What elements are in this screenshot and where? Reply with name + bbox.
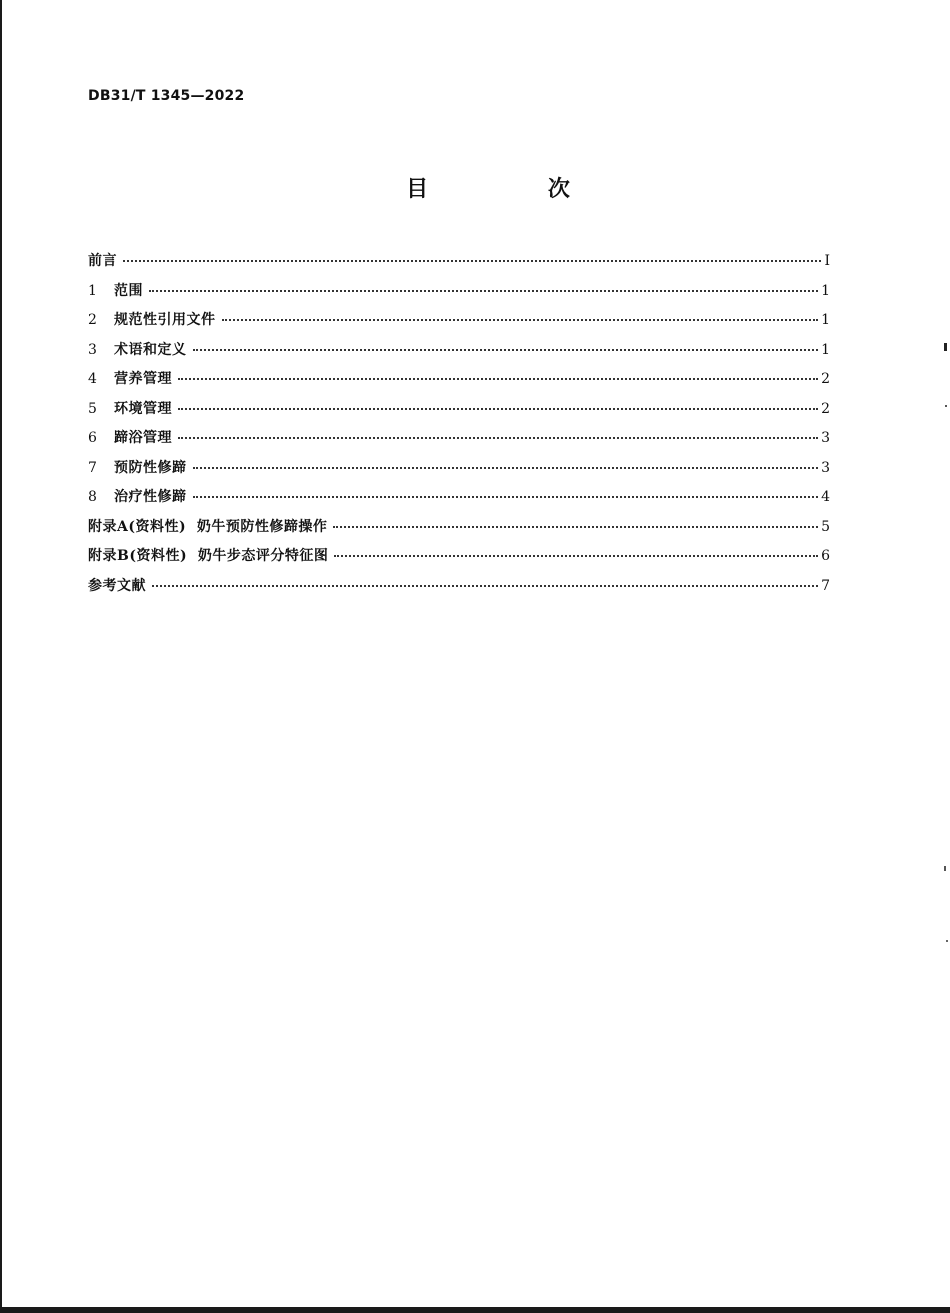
toc-leader-dots bbox=[178, 437, 818, 439]
toc-entry-label: 治疗性修蹄 bbox=[114, 489, 187, 505]
toc-leader-dots bbox=[193, 467, 819, 469]
toc-entry-label: 前言 bbox=[88, 253, 117, 269]
toc-entry-page: 6 bbox=[821, 548, 830, 564]
toc-entry-number: 1 bbox=[88, 282, 97, 299]
toc-leader-dots bbox=[334, 555, 818, 557]
toc-entry-label: 营养管理 bbox=[114, 371, 172, 387]
toc-entry-page: 3 bbox=[821, 459, 830, 476]
toc-entry-label: 术语和定义 bbox=[114, 341, 187, 358]
toc-leader-dots bbox=[152, 585, 818, 587]
toc-entry-bibliography[interactable] bbox=[88, 575, 830, 605]
toc-leader-dots bbox=[149, 290, 818, 292]
toc-entry-number: 7 bbox=[88, 459, 97, 476]
toc-entry-label: 附录A(资料性) 奶牛预防性修蹄操作 bbox=[88, 518, 328, 535]
toc-entry-page: 4 bbox=[821, 489, 830, 505]
toc-entry-normative-references[interactable] bbox=[88, 309, 830, 339]
table-of-contents bbox=[88, 250, 830, 604]
toc-entry-number: 2 bbox=[88, 312, 97, 328]
toc-entry-number: 6 bbox=[88, 430, 97, 446]
toc-leader-dots bbox=[178, 408, 818, 410]
toc-entry-page: Ⅰ bbox=[824, 253, 830, 269]
toc-entry-page: 7 bbox=[821, 577, 830, 594]
toc-leader-dots bbox=[193, 496, 819, 498]
toc-entry-page: 5 bbox=[821, 518, 830, 535]
toc-entry-appendix-b[interactable] bbox=[88, 545, 830, 575]
toc-entry-label: 范围 bbox=[114, 282, 143, 299]
toc-leader-dots bbox=[178, 378, 818, 380]
toc-entry-therapeutic-trimming[interactable] bbox=[88, 486, 830, 516]
toc-entry-label: 预防性修蹄 bbox=[114, 459, 187, 476]
document-code: DB31/T 1345—2022 bbox=[88, 88, 245, 104]
toc-entry-page: 2 bbox=[821, 400, 830, 417]
toc-entry-terms-definitions[interactable] bbox=[88, 339, 830, 369]
toc-entry-label: 环境管理 bbox=[114, 400, 172, 417]
toc-entry-page: 3 bbox=[821, 430, 830, 446]
toc-entry-hoof-bath-management[interactable] bbox=[88, 427, 830, 457]
page-edge-bottom bbox=[0, 1307, 950, 1313]
toc-entry-nutrition-management[interactable] bbox=[88, 368, 830, 398]
toc-leader-dots bbox=[222, 319, 819, 321]
toc-entry-label: 规范性引用文件 bbox=[114, 312, 216, 328]
toc-entry-environment-management[interactable] bbox=[88, 398, 830, 428]
toc-entry-number: 5 bbox=[88, 400, 97, 417]
toc-entry-foreword[interactable] bbox=[88, 250, 830, 280]
page-title: 目 次 bbox=[406, 176, 626, 202]
toc-leader-dots bbox=[333, 526, 818, 528]
toc-entry-number: 3 bbox=[88, 341, 97, 358]
toc-leader-dots bbox=[123, 260, 821, 262]
toc-entry-scope[interactable] bbox=[88, 280, 830, 310]
toc-entry-label: 参考文献 bbox=[88, 577, 146, 594]
toc-entry-number: 4 bbox=[88, 371, 97, 387]
toc-entry-page: 1 bbox=[821, 341, 830, 358]
toc-entry-label: 附录B(资料性) 奶牛步态评分特征图 bbox=[88, 548, 329, 564]
toc-entry-label: 蹄浴管理 bbox=[114, 430, 172, 446]
toc-entry-appendix-a[interactable] bbox=[88, 516, 830, 546]
toc-entry-number: 8 bbox=[88, 489, 97, 505]
toc-entry-preventive-trimming[interactable] bbox=[88, 457, 830, 487]
toc-entry-page: 1 bbox=[821, 282, 830, 299]
toc-leader-dots bbox=[193, 349, 819, 351]
toc-entry-page: 1 bbox=[821, 312, 830, 328]
toc-entry-page: 2 bbox=[821, 371, 830, 387]
